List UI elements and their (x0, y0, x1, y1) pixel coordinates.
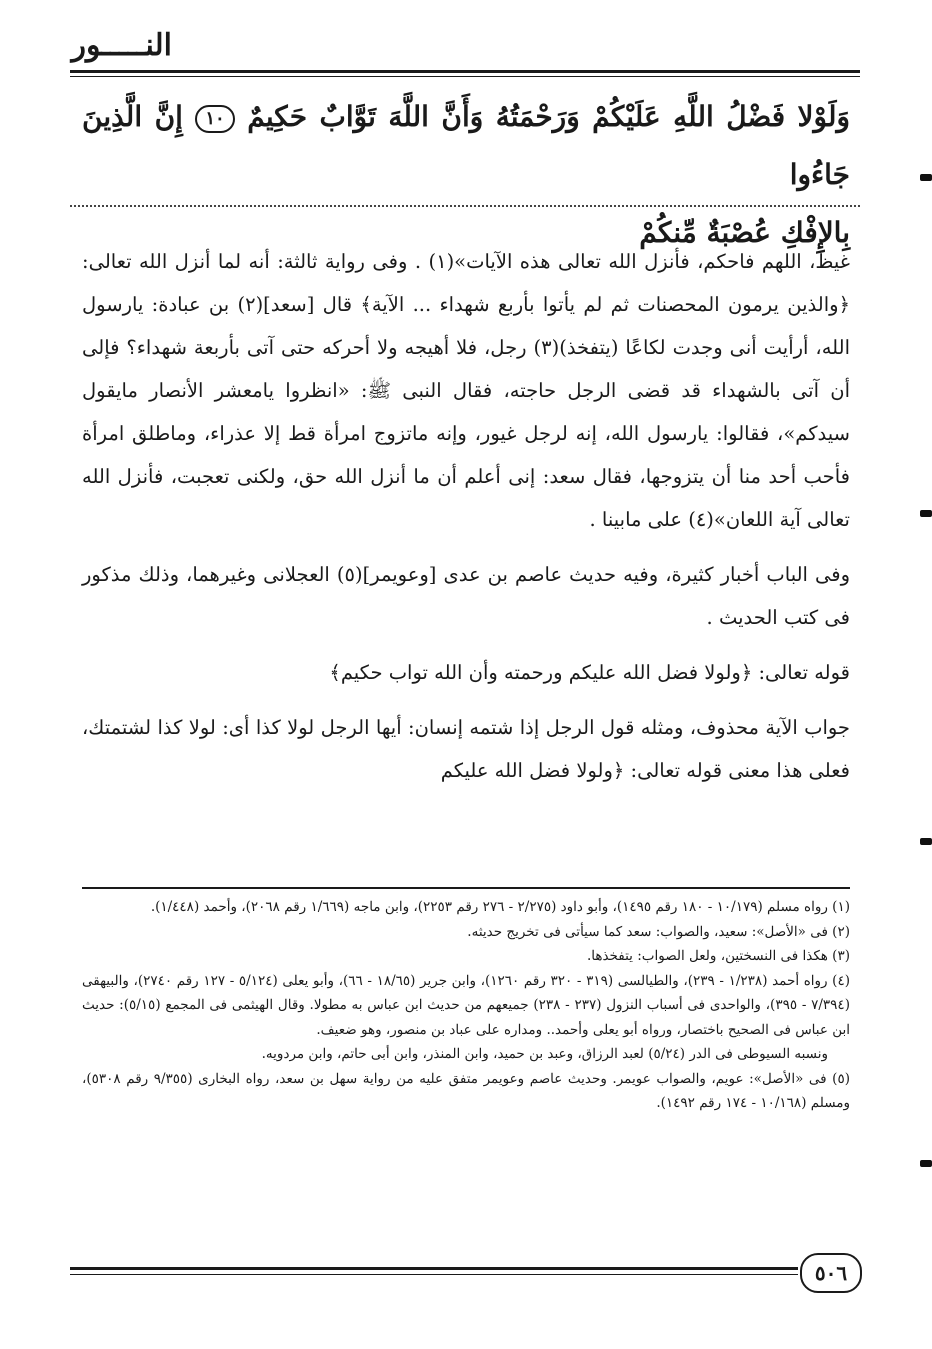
header-rule (70, 70, 860, 73)
binder-mark (920, 510, 932, 517)
surah-title: النـــــور (71, 28, 172, 63)
header-rule-thin (70, 76, 860, 77)
commentary-text (82, 240, 850, 792)
footnotes (82, 895, 850, 1116)
paragraph-4: جواب الآية محذوف، ومثله قول الرجل إذا شتمه إنسان: أيها الرجل لولا كذا أى: لولا كذا لشتمتك، فعلى هذا معنى قوله تعالى: ﴿ولولا فضل الله عليكم (82, 716, 850, 782)
verse-divider (70, 205, 860, 207)
binder-mark (920, 838, 932, 845)
verse-text-line2: بِالإِفْكِ عُصْبَةٌ مِّنكُمْ (639, 216, 850, 249)
binder-mark (920, 174, 932, 181)
verse-number-marker: ١٠ (195, 105, 234, 133)
footnote-4-continued: ونسبه السيوطى فى الدر (٥/٢٤) لعبد الرزاق، وعبد بن حميد، وابن المنذر، وابن أبى حاتم، وابن مردويه. (261, 1046, 828, 1062)
footnote-divider (82, 887, 850, 889)
verse-text-line1b: إِنَّ الَّذِينَ جَاءُوا (82, 100, 850, 191)
footer-rule (70, 1267, 798, 1270)
paragraph-2: وفى الباب أخبار كثيرة، وفيه حديث عاصم بن عدى [وعويمر](٥) العجلانى وغيرهما، وذلك مذكور فى كتب الحديث . (82, 563, 850, 629)
quran-verse (82, 88, 850, 262)
page-number: ٥٠٦ (800, 1253, 862, 1293)
binder-mark (920, 1160, 932, 1167)
paragraph-3: قوله تعالى: ﴿ولولا فضل الله عليكم ورحمته وأن الله تواب حكيم﴾ (329, 661, 850, 684)
footnote-1: (١) رواه مسلم (١٠/١٧٩ - ١٨٠ رقم ١٤٩٥)، وأبو داود (٢/٢٧٥ - ٢٧٦ رقم ٢٢٥٣)، وابن ماجه (١/٦٦٩ رقم ٢٠٦٨)، وأحمد (١/٤٤٨). (150, 899, 850, 915)
verse-text-line1: وَلَوْلا فَضْلُ اللَّهِ عَلَيْكُمْ وَرَحْمَتُهُ وَأَنَّ اللَّهَ تَوَّابٌ حَكِيمٌ (247, 100, 851, 133)
footer-rule-thin (70, 1274, 798, 1275)
footnote-2: (٢) فى «الأصل»: سعيد، والصواب: سعد كما سيأتى فى تخريج حديثه. (467, 923, 850, 940)
footnote-4: (٤) رواه أحمد (١/٢٣٨ - ٢٣٩)، والطيالسى (٣١٩ - ٣٢٠ رقم ١٢٦٠)، وابن جرير (١٨/٦٥ - ٦٦)، وأبو يعلى (٥/١٢٤ - ١٢٧ رقم ٢٧٤٠)، والبيهقى (٧/٣٩٤ - ٣٩٥)، والواحدى فى أسباب النزول (٢٣٧ - ٢٣٨) جميعهم من حديث ابن عباس به مطولا. وقال الهيثمى فى المجمع (٥/١٥): حديث ابن عباس فى الصحيح باختصار، ورواه أبو يعلى وأحمد.. ومداره على عباد بن منصور، وهو ضعيف. (82, 972, 850, 1038)
footnote-5: (٥) فى «الأصل»: عويم، والصواب عويمر. وحديث عاصم وعويمر متفق عليه من رواية سهل بن سعد، رواه البخارى (٩/٣٥٥ رقم ٥٣٠٨)، ومسلم (١٠/١٦٨ - ١٧٤ رقم ١٤٩٢). (82, 1070, 850, 1111)
paragraph-1: غيظ، اللهم فاحكم، فأنزل الله تعالى هذه الآيات»(١) . وفى رواية ثالثة: أنه لما أنزل الله تعالى: ﴿والذين يرمون المحصنات ثم لم يأتوا بأربع شهداء ... الآية﴾ قال [سعد](٢) بن عبادة: يارسول الله، أرأيت أنى وجدت لكاعًا (يتفخذ)(٣) رجل، فلا أهيجه ولا أحركه حتى آتى بأربعة شهداء؟ فإلى أن آتى بالشهداء قد قضى الرجل حاجته، فقال النبى ﷺ: «انظروا يامعشر الأنصار مايقول سيدكم»، فقالوا: يارسول الله، إنه لرجل غيور، وإنه ماتزوج امرأة قط إلا عذراء، وماطلق امرأة فأحب أحد منا أن يتزوجها، فقال سعد: إنى أعلم أن ما أنزل الله حق، ولكنى تعجبت، فأنزل الله تعالى آية اللعان»(٤) على مابينا . (82, 250, 850, 531)
footnote-3: (٣) هكذا فى النسختين، ولعل الصواب: يتفخذها. (586, 948, 850, 964)
